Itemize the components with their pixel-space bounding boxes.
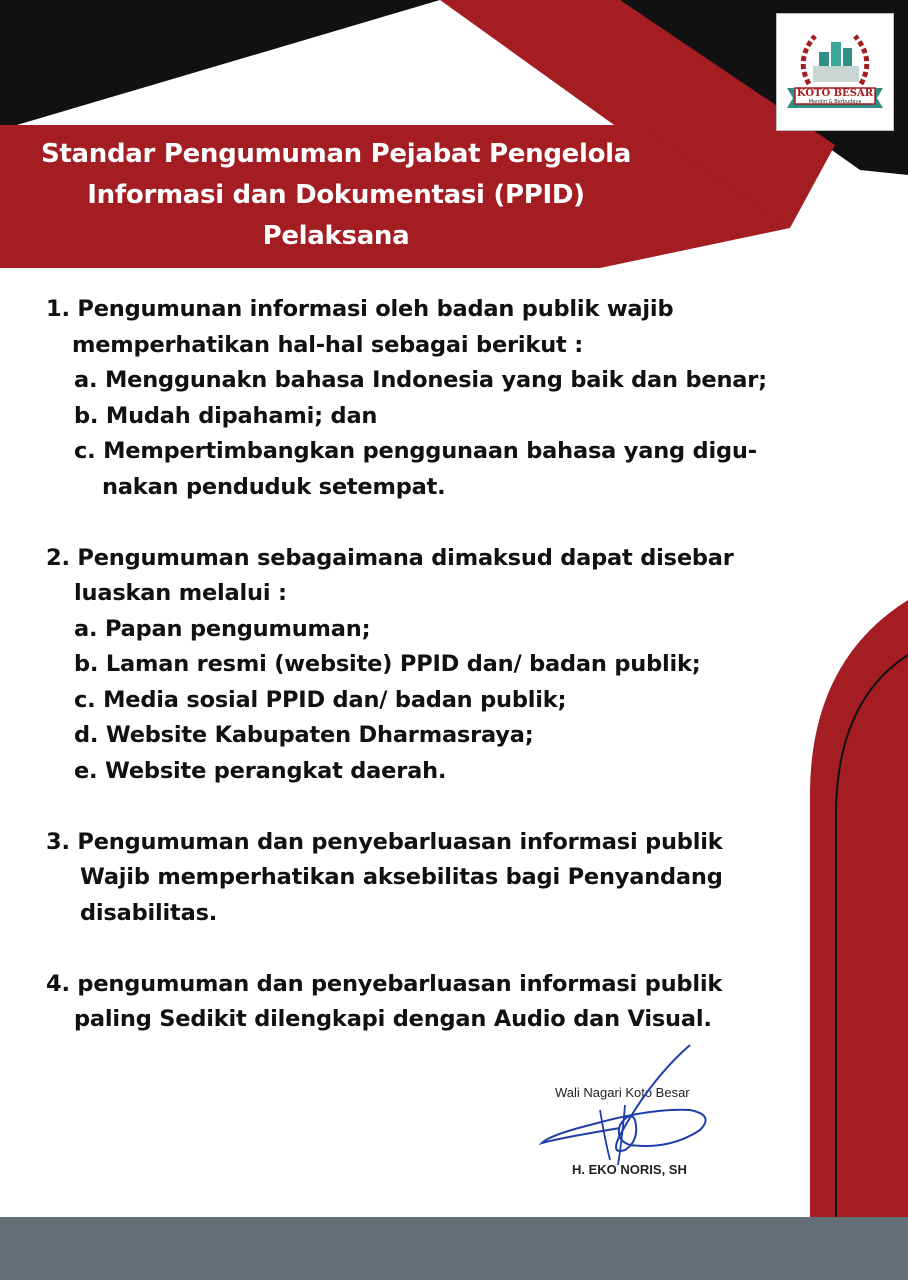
black-corner-shape bbox=[0, 0, 440, 130]
logo-emblem-icon bbox=[777, 14, 893, 130]
item-2-line-2: luaskan melalui : bbox=[74, 580, 287, 606]
list-item-3 bbox=[46, 825, 816, 932]
announcement-list bbox=[46, 292, 816, 1038]
item-3-line-1: 3. Pengumuman dan penyebarluasan informasi publik bbox=[46, 828, 723, 855]
item-1-sub-c-cont: nakan penduduk setempat. bbox=[102, 473, 446, 500]
item-4-line-1: 4. pengumuman dan penyebarluasan informasi publik bbox=[46, 970, 723, 997]
koto-besar-logo bbox=[776, 13, 894, 131]
item-2-sub-d: d. Website Kabupaten Dharmasraya; bbox=[74, 722, 534, 748]
item-2-sub-c: c. Media sosial PPID dan/ badan publik; bbox=[74, 686, 567, 713]
item-1-line-2: memperhatikan hal-hal sebagai berikut : bbox=[72, 331, 583, 358]
logo-tagline: Mandiri & Berbudaya bbox=[808, 99, 862, 105]
title-line-3: Pelaksana bbox=[262, 221, 410, 251]
page-title bbox=[0, 134, 672, 257]
item-3-line-3: disabilitas. bbox=[80, 899, 218, 926]
item-2-sub-b: b. Laman resmi (website) PPID dan/ badan publik; bbox=[74, 651, 701, 677]
red-arch-shape bbox=[810, 600, 908, 1280]
item-1-line-1: 1. Pengumunan informasi oleh badan publik wajib bbox=[46, 296, 674, 322]
signature-title: Wali Nagari Koto Besar bbox=[555, 1085, 690, 1100]
footer-bar bbox=[0, 1217, 908, 1280]
item-3-line-2: Wajib memperhatikan aksebilitas bagi Penyandang bbox=[80, 864, 723, 890]
item-1-sub-a: a. Menggunakn bahasa Indonesia yang baik dan benar; bbox=[74, 367, 767, 393]
logo-name: KOTO BESAR bbox=[796, 88, 874, 99]
item-1-sub-b: b. Mudah dipahami; dan bbox=[74, 402, 378, 429]
title-line-2: Informasi dan Dokumentasi (PPID) bbox=[87, 180, 585, 210]
item-2-sub-e: e. Website perangkat daerah. bbox=[74, 757, 447, 784]
item-1-sub-c: c. Mempertimbangkan penggunaan bahasa yang digu- bbox=[74, 438, 757, 464]
item-4-line-2: paling Sedikit dilengkapi dengan Audio dan Visual. bbox=[74, 1006, 712, 1032]
item-2-line-1: 2. Pengumuman sebagaimana dimaksud dapat disebar bbox=[46, 544, 734, 571]
title-line-1: Standar Pengumuman Pejabat Pengelola bbox=[40, 139, 632, 169]
list-item-1 bbox=[46, 292, 816, 505]
item-2-sub-a: a. Papan pengumuman; bbox=[74, 615, 371, 642]
signature-name: H. EKO NORIS, SH bbox=[572, 1162, 687, 1177]
list-item-4 bbox=[46, 967, 816, 1038]
list-item-2 bbox=[46, 541, 816, 790]
